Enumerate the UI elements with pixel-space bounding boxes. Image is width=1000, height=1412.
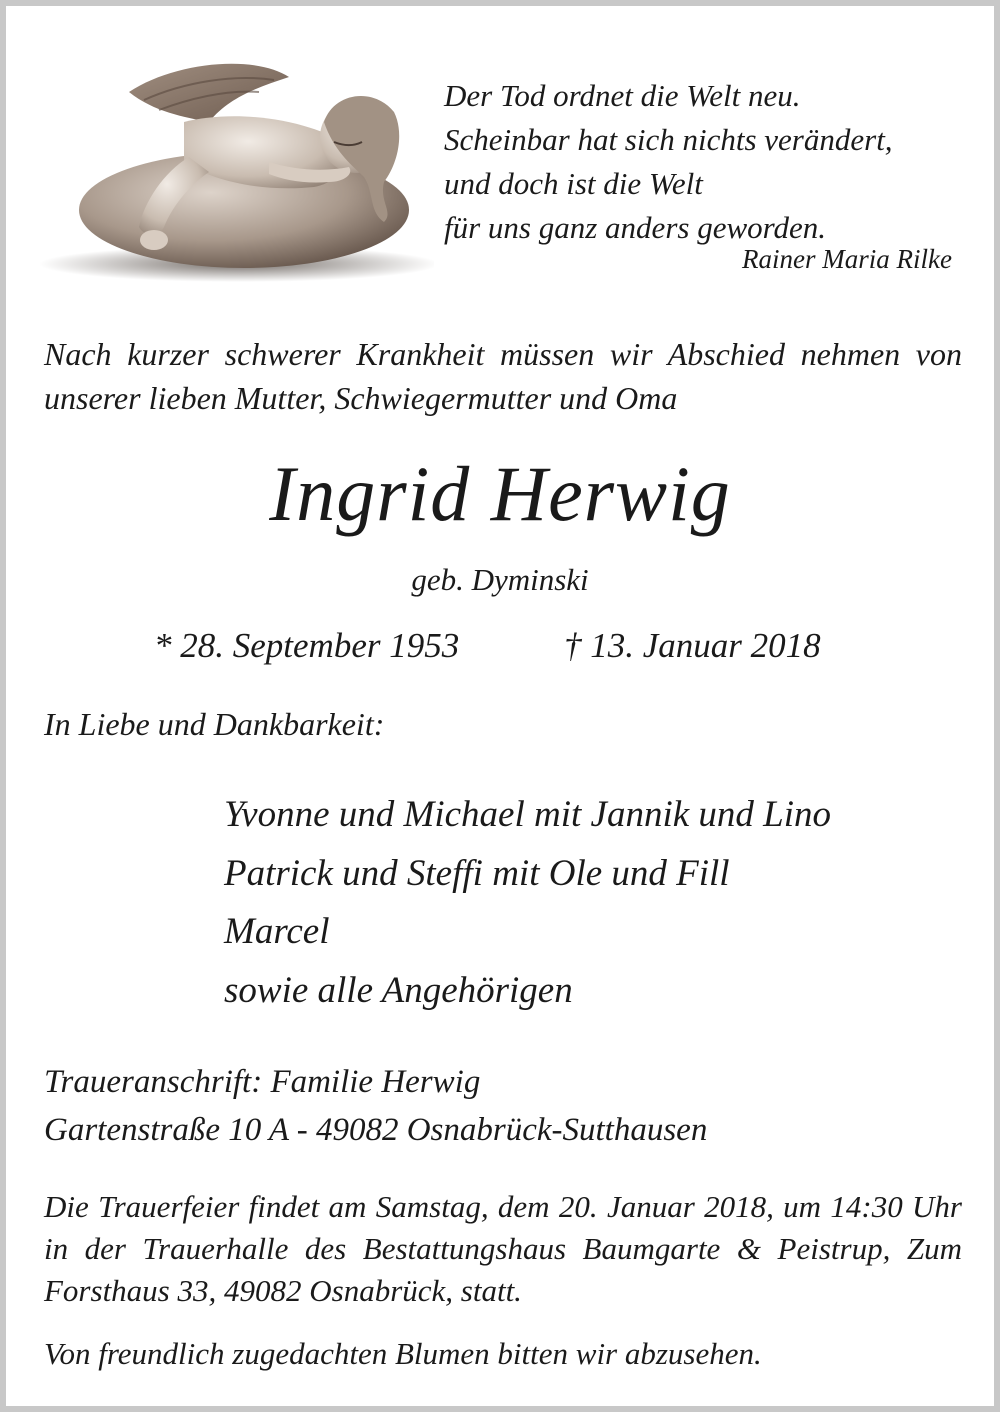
birth-date: * 28. September 1953: [154, 626, 460, 665]
wing: [129, 64, 289, 122]
thanks-heading: In Liebe und Dankbarkeit:: [44, 706, 385, 742]
family-member: Marcel: [224, 911, 330, 952]
quote-line: für uns ganz anders geworden.: [444, 210, 827, 245]
family-member: sowie alle Angehörigen: [224, 969, 573, 1011]
funeral-service-text: Die Trauerfeier findet am Samstag, dem 20. Januar 2018, um 14:30 Uhr in der Trauerhalle des Bestattungshaus Baumgarte & Peistrup, Zum Forsthaus 33, 49082 Osnabrück, statt.: [44, 1189, 962, 1308]
address-line: Traueranschrift: Familie Herwig: [44, 1064, 481, 1100]
quote-line: und doch ist die Welt: [444, 166, 703, 201]
flowers-note: Von freundlich zugedachten Blumen bitten wir abzusehen.: [44, 1336, 762, 1371]
obituary-notice: [6, 6, 994, 1406]
family-member: Patrick und Steffi mit Ole und Fill: [224, 852, 730, 894]
death-date: † 13. Januar 2018: [564, 626, 821, 665]
address-line: Gartenstraße 10 A - 49082 Osnabrück-Sutthausen: [44, 1112, 708, 1148]
family-list: [224, 786, 831, 1020]
foot: [140, 230, 168, 250]
family-member: Yvonne und Michael mit Jannik und Lino: [224, 794, 832, 835]
quote-author: Rainer Maria Rilke: [742, 244, 952, 274]
intro-text: Nach kurzer schwerer Krankheit müssen wir Abschied nehmen von unserer lieben Mutter, Schwiegermutter und Oma: [44, 336, 962, 416]
quote-line: Scheinbar hat sich nichts verändert,: [444, 122, 893, 157]
mourning-address: [44, 1058, 707, 1154]
sleeping-angel-image: [34, 42, 434, 287]
maiden-name: geb. Dyminski: [411, 562, 589, 597]
deceased-name: Ingrid Herwig: [269, 450, 731, 537]
rilke-quote: [444, 74, 964, 250]
quote-line: Der Tod ordnet die Welt neu.: [444, 78, 801, 113]
